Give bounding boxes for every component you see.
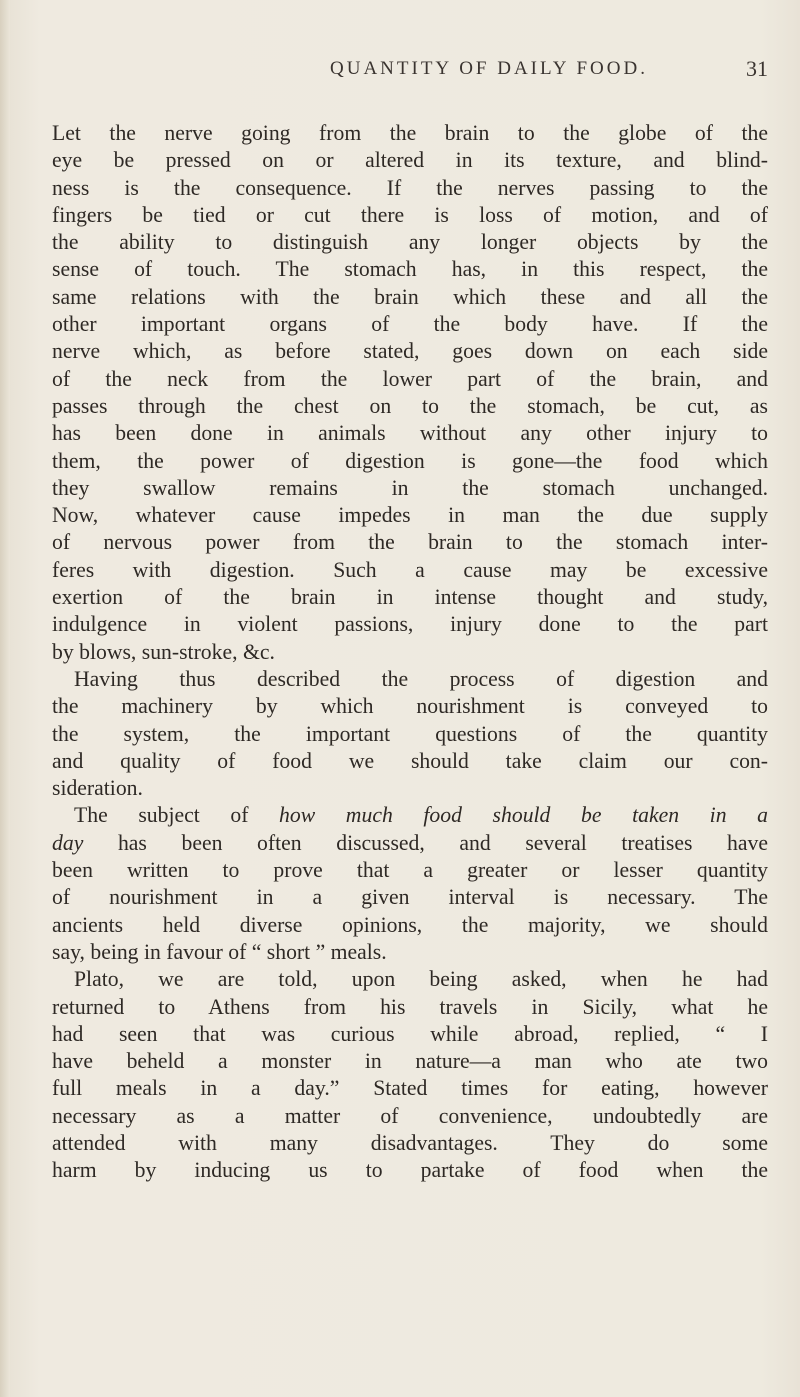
text-line (52, 802, 768, 829)
text-line: of nervous power from the brain to the stomach inter- (52, 530, 768, 555)
text-line: Let the nerve going from the brain to the globe of the (52, 121, 768, 145)
text-line: the system, the important questions of the quantity (52, 721, 768, 746)
text-line: ancients held diverse opinions, the majority, we should (52, 912, 768, 937)
text-line: them, the power of digestion is gone—the food which (52, 448, 768, 473)
page-header (120, 58, 768, 88)
text-line: full meals in a day.” Stated times for eating, however (52, 1076, 768, 1101)
text-line: they swallow remains in the stomach unchanged. (52, 475, 768, 500)
text-line: sideration. (52, 776, 143, 801)
page-binding-edge (0, 0, 10, 1397)
page-number: 31 (746, 56, 768, 81)
text-line: have beheld a monster in nature—a man who ate two (52, 1049, 768, 1074)
text-line: passes through the chest on to the stomach, be cut, as (52, 393, 768, 418)
text-line: has been done in animals without any other injury to (52, 421, 768, 446)
text-run: The subject of (74, 803, 280, 828)
text-line: the ability to distinguish any longer objects by the (52, 230, 768, 255)
text-line: say, being in favour of “ short ” meals. (52, 939, 387, 964)
text-line: indulgence in violent passions, injury done to the part (52, 612, 768, 637)
text-line: attended with many disadvantages. They do some (52, 1130, 768, 1155)
text-line: returned to Athens from his travels in Sicily, what he (52, 994, 768, 1019)
text-line: nerve which, as before stated, goes down on each side (52, 339, 768, 364)
text-line: and quality of food we should take claim our con- (52, 748, 768, 773)
text-line: been written to prove that a greater or lesser quantity (52, 858, 768, 883)
text-line: by blows, sun-stroke, &c. (52, 639, 275, 664)
italic-phrase: how much food should be taken in a (279, 803, 768, 828)
running-title: QUANTITY OF DAILY FOOD. (330, 58, 648, 79)
text-line: other important organs of the body have. If the (52, 312, 768, 337)
text-line: Having thus described the process of digestion and (74, 666, 768, 691)
text-line: Plato, we are told, upon being asked, when he had (74, 967, 768, 992)
text-run: has been often discussed, and several treatises have (83, 830, 768, 855)
body-text (52, 120, 768, 1185)
text-line: ness is the consequence. If the nerves passing to the (52, 175, 768, 200)
text-line: had seen that was curious while abroad, replied, “ I (52, 1021, 768, 1046)
text-line: the machinery by which nourishment is conveyed to (52, 694, 768, 719)
text-line: fingers be tied or cut there is loss of motion, and of (52, 202, 768, 227)
text-line: feres with digestion. Such a cause may be excessive (52, 557, 768, 582)
text-line: of the neck from the lower part of the brain, and (52, 366, 768, 391)
text-line (52, 830, 768, 857)
text-line: harm by inducing us to partake of food when the (52, 1158, 768, 1183)
text-line: of nourishment in a given interval is necessary. The (52, 885, 768, 910)
text-line: exertion of the brain in intense thought and study, (52, 585, 768, 610)
text-line: necessary as a matter of convenience, undoubtedly are (52, 1103, 768, 1128)
text-line: same relations with the brain which these and all the (52, 284, 768, 309)
italic-phrase: day (52, 830, 84, 855)
text-line: eye be pressed on or altered in its texture, and blind- (52, 148, 768, 173)
text-line: sense of touch. The stomach has, in this respect, the (52, 257, 768, 282)
text-line: Now, whatever cause impedes in man the due supply (52, 503, 768, 528)
